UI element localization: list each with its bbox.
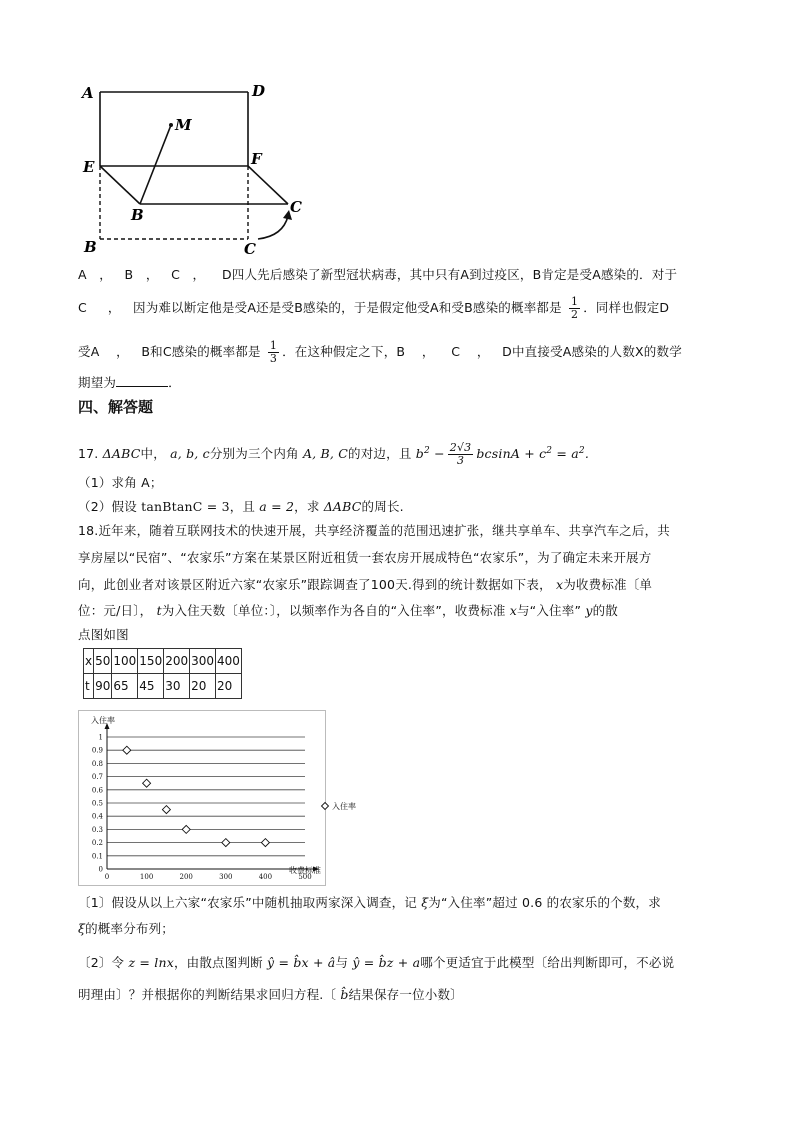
table-cell: 90 [94, 674, 112, 699]
x-tick-label: 500 [298, 873, 312, 881]
table-cell: 200 [164, 649, 190, 674]
x-tick-label: 400 [258, 873, 273, 881]
legend-label: 入住率 [332, 802, 356, 811]
problem18-q1-line1: 〔1〕假设从以上六家“农家乐”中随机抽取两家深入调查，记 ξ为“入住率”超过 0.6 的农家乐的个数，求 [78, 895, 661, 910]
y-tick-label: 0.6 [91, 786, 103, 795]
problem16-line4: 期望为 ． [78, 372, 718, 394]
x-tick-label: 100 [139, 873, 154, 881]
label-C-folded: C [290, 198, 302, 216]
data-point [261, 839, 269, 847]
table-cell: x [84, 649, 94, 674]
table-cell: 100 [112, 649, 138, 674]
data-point [123, 746, 131, 754]
table-cell: 300 [190, 649, 216, 674]
problem17-stem: 17. ΔABC中， a, b, c分别为三个内角 A, B, C的对边，且 $b^2$ − $\frac{2√3}{3}$ $bcsinA + c^2 = a^2$. [78, 441, 590, 468]
table-cell: t [84, 674, 94, 699]
scatter-chart [78, 710, 356, 886]
x-tick-label: 300 [219, 873, 233, 881]
fraction-one-third: $\frac{1}{3}$ [269, 339, 278, 365]
table-cell: 150 [138, 649, 164, 674]
data-point [162, 806, 170, 814]
y-tick-label: 0 [98, 865, 103, 874]
data-point [182, 825, 190, 833]
y-tick-label: 0.5 [91, 799, 103, 808]
section-heading: 四、解答题 [78, 398, 154, 416]
y-tick-label: 0.2 [91, 839, 103, 848]
point-M [169, 123, 173, 127]
data-point [143, 779, 151, 787]
table-cell: 20 [190, 674, 216, 699]
equation: $b^2$ − $\frac{2√3}{3}$ $bcsinA + c^2 = a^2$. [415, 441, 590, 468]
label-B-folded: B [131, 206, 144, 224]
answer-blank [116, 372, 168, 387]
label-M: M [175, 116, 192, 134]
label-D: D [252, 82, 266, 100]
data-point [222, 839, 230, 847]
table-cell: 20 [216, 674, 242, 699]
table-cell: 45 [138, 674, 164, 699]
fraction-one-half: $\frac{1}{2}$ [571, 295, 579, 321]
problem18-line3: 向，此创业者对该景区附近六家“农家乐”跟踪调查了100天.得到的统计数据如下表， x为收费标准〔单 [78, 577, 653, 592]
label-C-original: C [244, 240, 256, 256]
y-axis-label: 入住率 [91, 716, 115, 725]
y-tick-label: 0.4 [91, 812, 103, 821]
problem17-q2: （2）假设 tanBtanC = 3，且 a = 2，求 ΔABC的周长. [78, 499, 404, 514]
y-tick-label: 0.7 [91, 773, 103, 782]
problem18-line1: 18.近年来，随着互联网技术的快速开展，共享经济覆盖的范围迅速扩张，继共享单车、共享汽车之后，共 [78, 523, 670, 538]
problem18-line5: 点图如图 [78, 627, 129, 642]
y-tick-label: 0.8 [91, 759, 103, 768]
scatter-chart-svg [79, 711, 356, 885]
table-cell: 400 [216, 649, 242, 674]
x-tick-label: 200 [179, 873, 193, 881]
x-tick-label: 0 [104, 873, 110, 881]
problem18-line4: 位：元/日〕， t为入住天数〔单位：〕，以频率作为各自的“入住率”，收费标准 x与“入住率” y的散 [78, 603, 618, 618]
y-tick-label: 1 [98, 733, 103, 742]
y-tick-label: 0.9 [91, 746, 103, 755]
problem17-q1: （1）求角 A； [78, 475, 163, 490]
geometry-figure [78, 76, 318, 256]
table-cell: 65 [112, 674, 138, 699]
edge-FC [248, 166, 288, 204]
problem18-q2-line2: 明理由〕？并根据你的判断结果求回归方程.〔 b̂结果保存一位小数〕 [78, 987, 463, 1002]
y-tick-label: 0.1 [91, 852, 103, 861]
edge-EB [100, 166, 140, 204]
label-E: E [83, 158, 95, 176]
y-tick-label: 0.3 [91, 825, 103, 834]
data-table [83, 648, 242, 699]
edge-BM [140, 125, 171, 204]
table-row [84, 674, 242, 699]
problem18-line2: 享房屋以“民宿”、“农家乐”方案在某景区附近租赁一套农房开展成特色“农家乐”，为了确定未来开展方 [78, 550, 652, 565]
problem16-line1: A ， B ， C ， D四人先后感染了新型冠状病毒，其中只有A到过疫区，B肯定是受A感染的．对于 [78, 267, 678, 282]
label-A: A [82, 84, 94, 102]
table-row [84, 649, 242, 674]
fold-arrow [258, 216, 288, 239]
problem18-q1-line2: ξ的概率分布列； [78, 921, 174, 936]
x-axis-label: 收费标准 [289, 866, 321, 875]
problem18-q2-line1: 〔2〕令 z = lnx，由散点图判断 ŷ = b̂x + â与 ŷ = b̂z + a哪个更适宜于此模型〔给出判断即可，不必说 [78, 955, 675, 970]
legend-marker-icon [322, 803, 329, 810]
problem16-line2: C ， 因为难以断定他是受A还是受B感染的，于是假定他受A和受B感染的概率都是 $\frac{1}{2}$ ．同样也假定D [78, 295, 670, 321]
table-cell: 30 [164, 674, 190, 699]
label-B-original: B [84, 238, 97, 256]
table-cell: 50 [94, 649, 112, 674]
label-F: F [251, 150, 262, 168]
problem16-line3: 受A ， B和C感染的概率都是 $\frac{1}{3}$ ．在这种假定之下，B ， C ， D中直接受A感染的人数X的数学 [78, 339, 682, 365]
